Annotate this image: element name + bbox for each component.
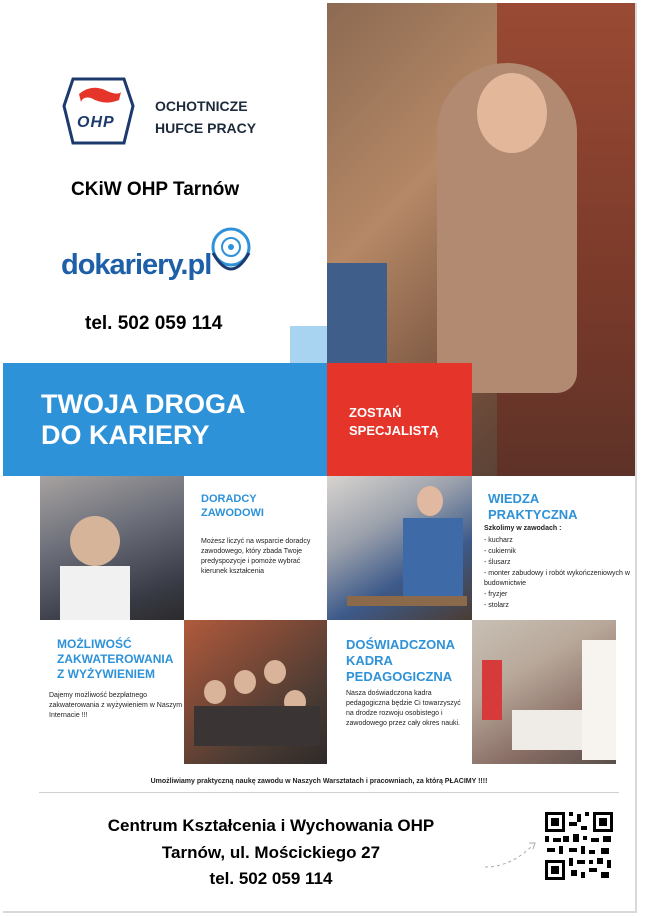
- housing-title-line2: ZAKWATEROWANIA: [57, 652, 174, 666]
- housing-photo: [184, 620, 327, 764]
- practical-item-5: - fryzjer: [484, 591, 508, 598]
- staff-body: Nasza doświadczona kadra pedagogiczna będzie Ci towarzyszyć na drodze rozwoju osobistego i zawodowego przez cały okres nauki.: [346, 690, 461, 727]
- red-banner: [327, 363, 472, 476]
- practical-intro: Szkolimy w zawodach :: [484, 525, 562, 532]
- ohp-logo: [61, 76, 136, 146]
- practical-item-2: - cukiernik: [484, 548, 516, 555]
- banner-title-line1: TWOJA DROGA: [41, 389, 246, 419]
- practical-item-4: - monter zabudowy i robót wykończeniowych w budownictwie: [484, 570, 630, 587]
- practical-title-line1: WIEDZA: [488, 491, 540, 506]
- org-name-line2: HUFCE PRACY: [155, 120, 257, 136]
- footer-line1: Centrum Kształcenia i Wychowania OHP: [107, 816, 435, 835]
- flyer-page: [3, 3, 637, 913]
- divider: [39, 792, 619, 793]
- ohp-logo-text: OHP: [77, 114, 115, 131]
- dashed-arrow-icon: [483, 833, 543, 873]
- housing-body: Dajemy możliwość bezpłatnego zakwaterowania z wyżywieniem w Naszym Internacie !!!: [49, 692, 183, 719]
- staff-title-line3: PEDAGOGICZNA: [346, 669, 453, 684]
- practical-item-3: - ślusarz: [484, 559, 511, 566]
- org-name-line1: OCHOTNICZE: [155, 98, 248, 114]
- staff-title-line1: DOŚWIADCZONA: [346, 637, 456, 652]
- staff-title-line2: KADRA: [346, 653, 393, 668]
- practical-photo: [327, 476, 472, 620]
- blue-banner: [3, 363, 327, 476]
- dokariery-logo-text: dokariery.pl: [61, 249, 212, 281]
- advisors-title-line2: ZAWODOWI: [201, 507, 264, 519]
- banner-title-line2: DO KARIERY: [41, 420, 210, 450]
- practical-item-1: - kucharz: [484, 537, 513, 544]
- workshop-notice: Umożliwiamy praktyczną naukę zawodu w Naszych Warsztatach i pracowniach, za którą PŁACIMY !!!!: [150, 778, 488, 785]
- dokariery-logo: [61, 223, 276, 285]
- housing-title-line1: MOŻLIWOŚĆ: [57, 637, 132, 651]
- advisors-photo: [40, 476, 184, 620]
- footer-line3: tel. 502 059 114: [209, 869, 333, 888]
- advisors-title-line1: DORADCY: [201, 493, 257, 505]
- red-banner-line1: ZOSTAŃ: [349, 405, 402, 420]
- qr-code[interactable]: [543, 810, 615, 882]
- staff-photo: [472, 620, 616, 764]
- center-name: CKiW OHP Tarnów: [71, 179, 240, 200]
- red-banner-line2: SPECJALISTĄ: [349, 423, 439, 438]
- housing-title-line3: Z WYŻYWIENIEM: [57, 667, 155, 681]
- practical-title-line2: PRAKTYCZNA: [488, 507, 578, 522]
- footer-line2: Tarnów, ul. Mościckiego 27: [161, 843, 381, 862]
- qr-code-icon: [543, 810, 615, 882]
- accent-square: [290, 326, 327, 363]
- header-phone: tel. 502 059 114: [85, 313, 223, 334]
- practical-item-6: - stolarz: [484, 602, 509, 609]
- ohp-shield-icon: [61, 76, 136, 146]
- advisors-body: Możesz liczyć na wsparcie doradcy zawodowego, który zbada Twoje predyspozycje i pomoże wybrać kierunek kształcenia: [201, 538, 311, 575]
